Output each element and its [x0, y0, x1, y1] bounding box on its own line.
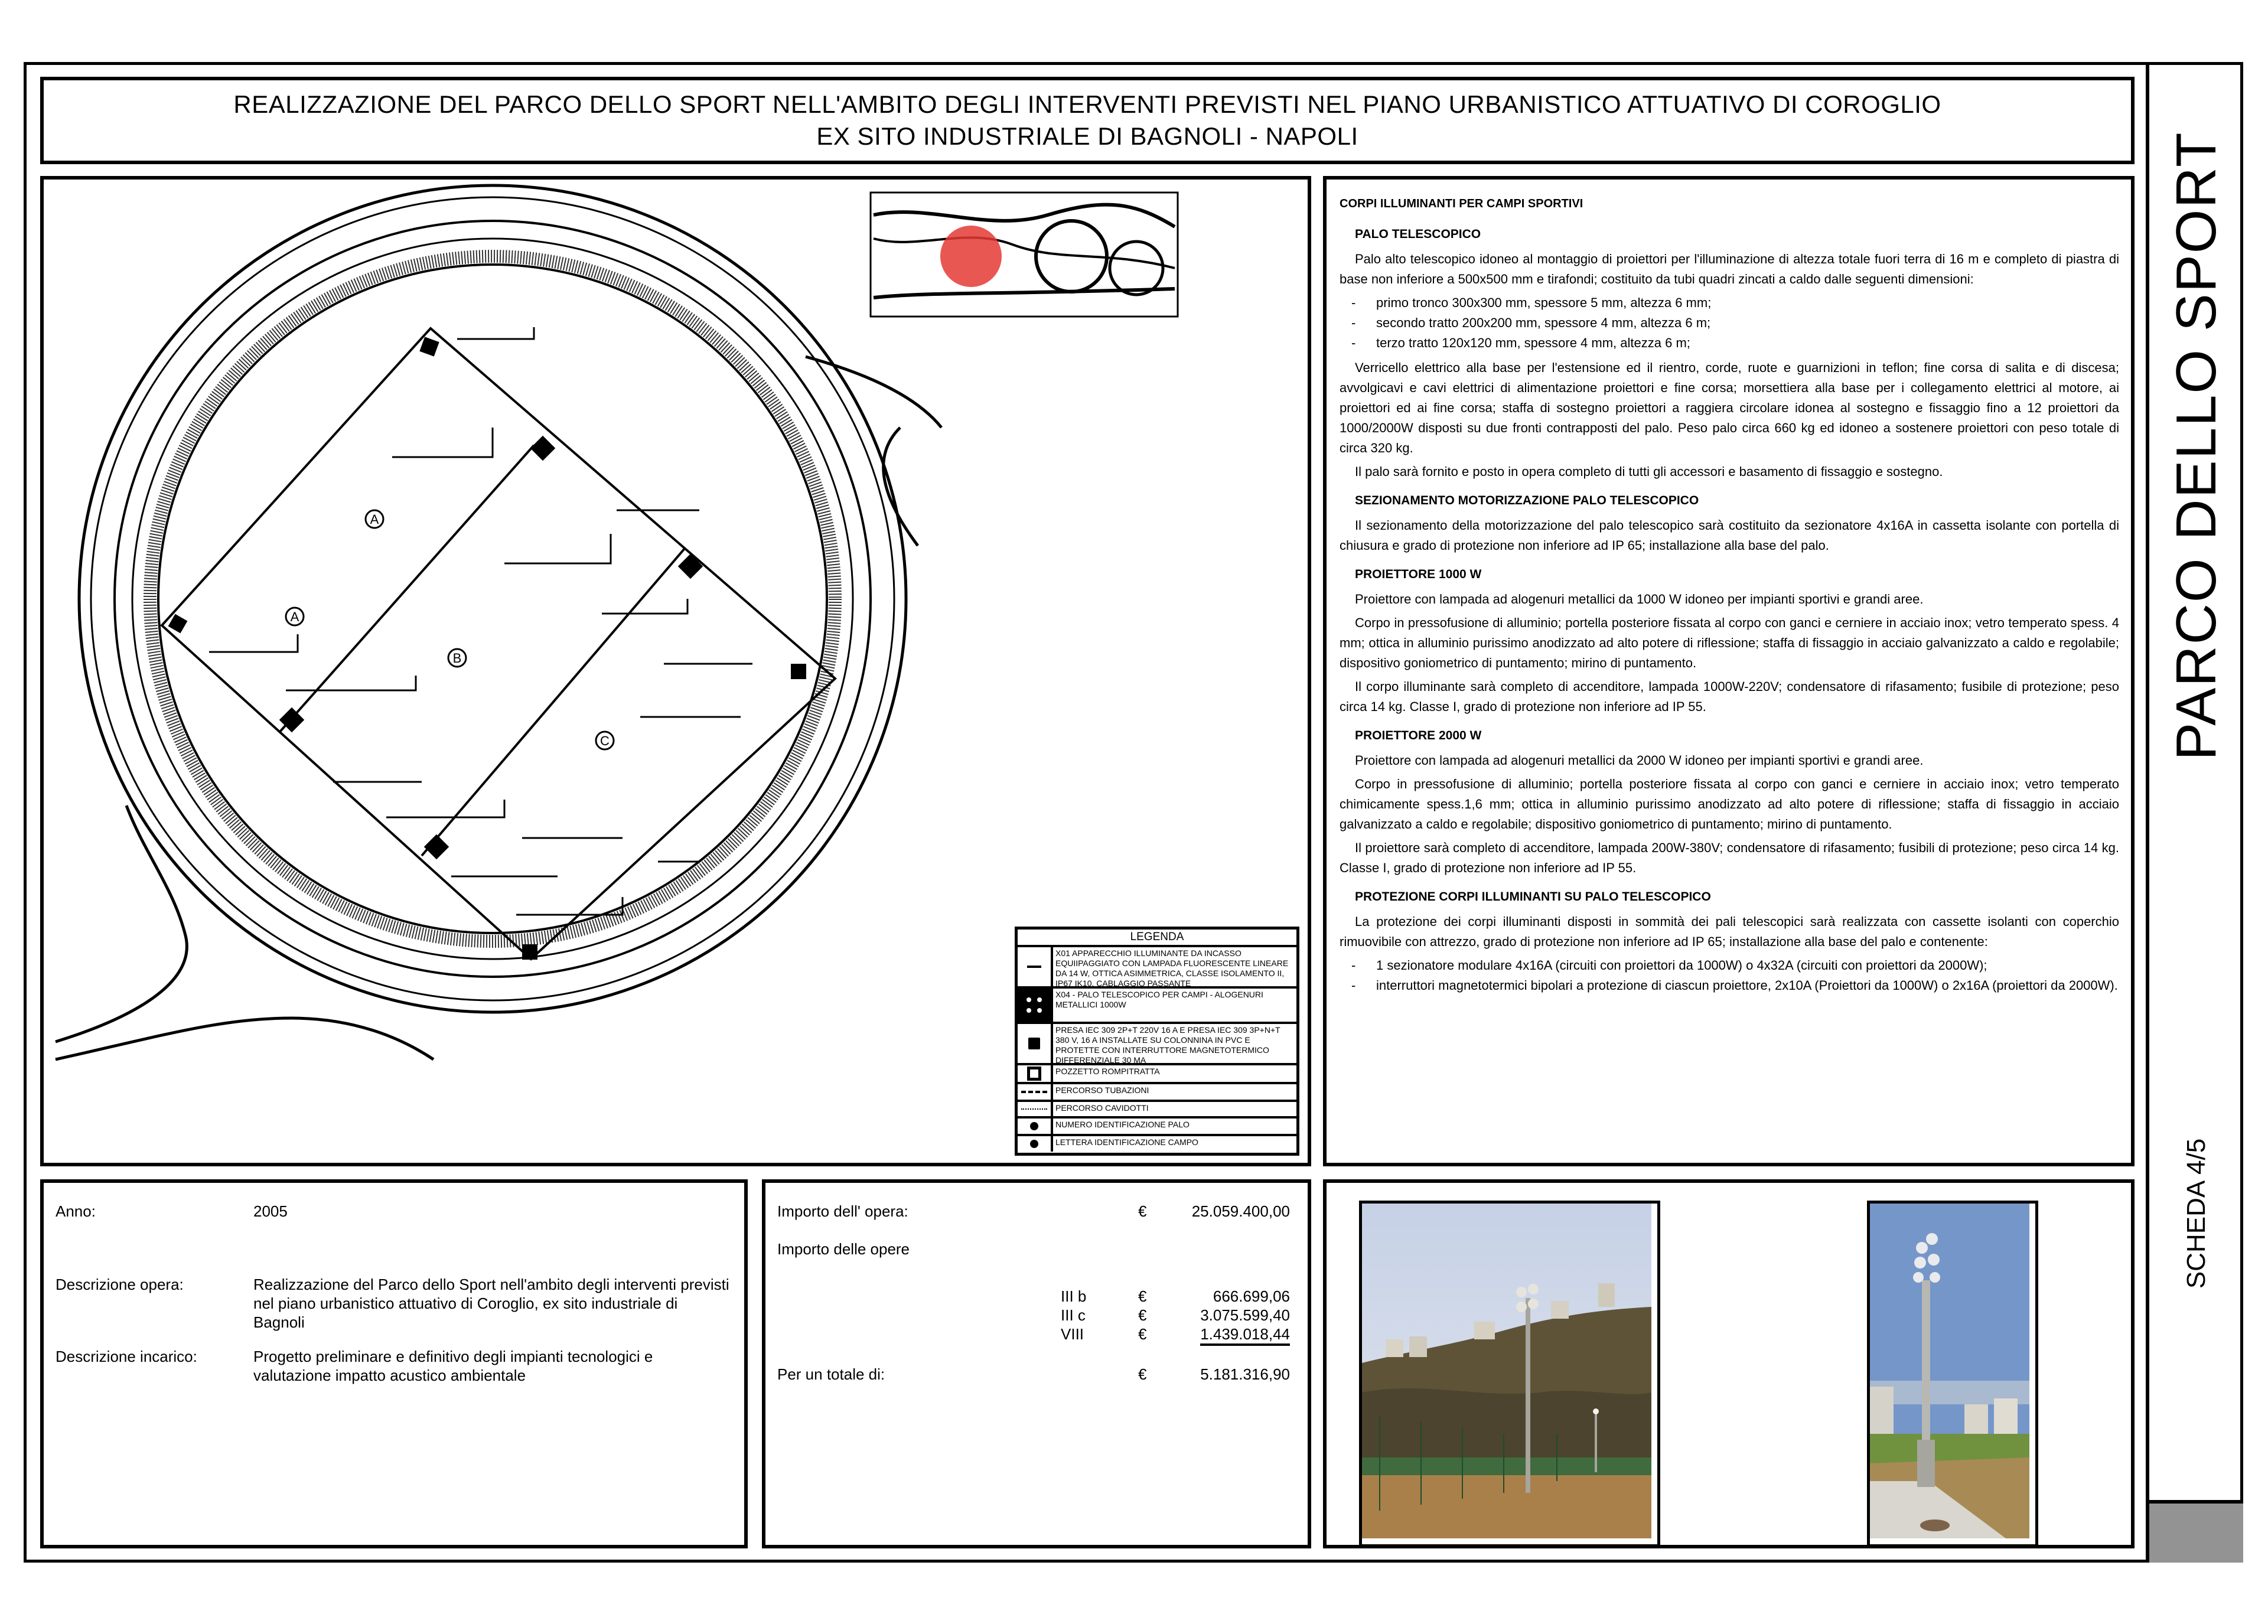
amount-value: 1.439.018,44: [1200, 1325, 1290, 1346]
field-outline: [162, 328, 835, 959]
palo-telescopico-icon: [1027, 997, 1042, 1013]
key-plan-inset: [871, 193, 1178, 317]
list-item: - terzo tratto 120x120 mm, spessore 4 mm, altezza 6 m;: [1340, 333, 2119, 353]
section-heading: SEZIONAMENTO MOTORIZZAZIONE PALO TELESCOPICO: [1355, 494, 1699, 507]
legend-title: LEGENDA: [1018, 930, 1296, 947]
road-left: [56, 806, 187, 1042]
field-label-a1: A: [370, 512, 379, 527]
legend-row: [1018, 1084, 1296, 1102]
lettera-campo-icon: [1030, 1140, 1038, 1148]
field-labels: [286, 510, 614, 749]
field-label-a2: A: [290, 609, 299, 624]
legend-row: [1018, 1024, 1296, 1065]
pole-2: [530, 436, 555, 461]
sheet-number-text: SCHEDA 4/5: [2181, 1138, 2211, 1289]
outer-ring: [79, 185, 906, 1012]
total-value: 5.181.316,90: [1200, 1365, 1290, 1383]
road-top-right: [806, 357, 941, 428]
legend-text: LETTERA IDENTIFICAZIONE CAMPO: [1055, 1137, 1198, 1147]
legend: [1015, 927, 1299, 1156]
presa-icon: [1028, 1038, 1040, 1049]
sheet-number: [2149, 977, 2243, 1450]
legend-row: [1018, 989, 1296, 1024]
legend-row: [1018, 1118, 1296, 1136]
numero-palo-icon: [1030, 1122, 1038, 1130]
opera-value: Realizzazione del Parco dello Sport nell'ambito degli interventi previsti nel piano urbanistico attuativo di Coroglio, ex sito industriale di Bagnoli: [253, 1276, 729, 1331]
section-paragraph: Il palo sarà fornito e posto in opera completo di tutti gli accessori e basamento di fissaggio e sostegno.: [1355, 464, 1943, 479]
photo-2-svg: [1870, 1204, 2029, 1538]
side-title-text: PARCO DELLO SPORT: [2164, 131, 2228, 761]
amount-value: 666.699,06: [1213, 1287, 1290, 1305]
section-paragraph: La protezione dei corpi illuminanti disposti in sommità dei pali telescopici sarà realizzata con cassette isolanti con coperchio rimuovibile con attrezzo, grado di protezione non inferiore ad IP 65; installazione alla base del palo e contenente:: [1340, 914, 2119, 949]
amount-value: 3.075.599,40: [1200, 1306, 1290, 1324]
section-paragraph: Il proiettore sarà completo di accenditore, lampada 200W-380V; condensatore di rifasamento; fusibili di protezione; peso circa 14 kg. Classe I, grado di protezione non inferiore ad IP 55.: [1340, 840, 2119, 875]
legend-row: [1018, 1065, 1296, 1084]
anno-value: 2005: [253, 1202, 288, 1220]
field-label-b: B: [452, 651, 462, 666]
importo-opera-value: 25.059.400,00: [1191, 1202, 1290, 1220]
apparecchio-icon: [1027, 966, 1041, 968]
field-divider-2: [422, 549, 685, 856]
anno-label: Anno:: [56, 1202, 96, 1220]
inner-ring: [158, 265, 827, 933]
legend-row: [1018, 1102, 1296, 1118]
section-paragraph: Corpo in pressofusione di alluminio; portella posteriore fissata al corpo con ganci e cerniere in acciaio inox; vetro temperato chimicamente spess.1,6 mm; ottica in alluminio purissimo anodizzato ad alto potere di riflessione; staffa di fissaggio in acciaio galvanizzato a caldo e regolabile; dispositivo goniometrico di puntamento; mirino di puntamento.: [1340, 777, 2119, 831]
location-marker: [940, 226, 1002, 287]
side-title: [2149, 62, 2243, 830]
info-row-incarico: [56, 1347, 732, 1385]
incarico-value: Progetto preliminare e definitivo degli impianti tecnologici e valutazione impatto acustico ambientale: [253, 1348, 653, 1384]
legend-text: X01 APPARECCHIO ILLUMINANTE DA INCASSO EQUIIPAGGIATO CON LAMPADA FLUORESCENTE LINEARE DA 14 W, OTTICA ASIMMETRICA, CLASSE ISOLAMENTO II, IP67 IK10, CABLAGGIO PASSANTE: [1055, 948, 1289, 988]
section-paragraph: Il corpo illuminante sarà completo di accenditore, lampada 1000W-220V; condensatore di rifasamento; fusibile di protezione; peso circa 14 kg. Classe I, grado di protezione non inferiore ad IP 55.: [1340, 679, 2119, 714]
section-paragraph: Proiettore con lampada ad alogenuri metallici da 2000 W idoneo per impianti sportivi e grandi aree.: [1355, 753, 1924, 768]
legend-text: POZZETTO ROMPITRATTA: [1055, 1067, 1160, 1076]
hatched-ring: [150, 256, 835, 941]
legend-text: PERCORSO TUBAZIONI: [1055, 1085, 1149, 1095]
title-line-2: EX SITO INDUSTRIALE DI BAGNOLI - NAPOLI: [816, 122, 1358, 150]
legend-text: PERCORSO CAVIDOTTI: [1055, 1103, 1149, 1113]
spec-main-heading: CORPI ILLUMINANTI PER CAMPI SPORTIVI: [1340, 197, 1583, 210]
protection-list: [1340, 956, 2119, 996]
info-row-anno: [56, 1202, 732, 1221]
terrace-ring: [115, 221, 871, 977]
project-info-panel: [40, 1179, 748, 1548]
list-item: - primo tronco 300x300 mm, spessore 5 mm, altezza 6 mm;: [1340, 293, 2119, 313]
road-bottom: [56, 1018, 434, 1059]
info-row-opera: [56, 1275, 732, 1332]
side-strip: [2146, 62, 2243, 1563]
pole-1: [419, 337, 439, 356]
total-row: [777, 1365, 1296, 1384]
section-paragraph: Palo alto telescopico idoneo al montaggio di proiettori per l'illuminazione di altezza totale fuori terra di 16 m e completo di piastra di base non inferiore a 500x500 mm e tirafondi; costituito da tubi quadri zincati a caldo dalle seguenti dimensioni:: [1340, 252, 2119, 286]
list-item: - 1 sezionatore modulare 4x16A (circuiti con proiettori da 1000W) o 4x32A (circuiti con proiettori da 2000W);: [1340, 956, 2119, 976]
currency-symbol: €: [1138, 1287, 1147, 1305]
pole-7: [424, 834, 449, 859]
photos-panel: [1323, 1179, 2135, 1548]
list-item: - secondo tratto 200x200 mm, spessore 4 mm, altezza 6 m;: [1340, 313, 2119, 333]
section-heading: PROIETTORE 2000 W: [1355, 729, 1482, 742]
currency-symbol: €: [1138, 1306, 1147, 1324]
section-heading: PALO TELESCOPICO: [1355, 227, 1481, 241]
incarico-label: Descrizione incarico:: [56, 1348, 197, 1365]
photo-field-hillside: [1359, 1201, 1660, 1547]
importo-opere-row: [777, 1240, 1296, 1258]
field-divider-1: [280, 445, 534, 732]
photo-pole-close: [1867, 1201, 2038, 1547]
importo-opera-label: Importo dell' opera:: [777, 1202, 908, 1220]
photo-1-svg: [1362, 1204, 1651, 1538]
legend-row: [1018, 1136, 1296, 1152]
amount-item-row: [777, 1306, 1296, 1325]
pole-4: [791, 664, 806, 679]
legend-text: X04 - PALO TELESCOPICO PER CAMPI - ALOGENURI METALLICI 1000W: [1055, 990, 1263, 1009]
opera-label: Descrizione opera:: [56, 1276, 184, 1293]
currency-symbol: €: [1138, 1365, 1147, 1383]
pozzetto-icon: [1027, 1067, 1041, 1081]
cavidotti-line-icon: [1021, 1108, 1047, 1110]
amount-item-row: [777, 1287, 1296, 1306]
currency-symbol: €: [1138, 1325, 1147, 1343]
site-plan-drawing: [40, 176, 1311, 1166]
tubazioni-line-icon: [1021, 1091, 1047, 1093]
section-paragraph: Proiettore con lampada ad alogenuri metallici da 1000 W idoneo per impianti sportivi e grandi aree.: [1355, 592, 1924, 606]
currency-symbol: €: [1138, 1202, 1147, 1220]
title-block: [40, 77, 2135, 164]
list-item: - interruttori magnetotermici bipolari a protezione di ciascun proiettore, 2x10A (Proiettori da 1000W) o 2x16A (proiettori da 2000W).: [1340, 976, 2119, 996]
amount-category: III b: [1061, 1287, 1087, 1305]
amounts-panel: [762, 1179, 1311, 1548]
specification-panel: [1323, 176, 2135, 1166]
field-label-c: C: [600, 733, 610, 748]
legend-row: [1018, 947, 1296, 989]
amount-category: VIII: [1061, 1325, 1084, 1343]
pole-8: [522, 944, 537, 960]
outer-ring-2: [91, 197, 894, 1000]
legend-text: PRESA IEC 309 2P+T 220V 16 A E PRESA IEC 309 3P+N+T 380 V, 16 A INSTALLATE SU COLONNINA IN PVC E PROTETTE CON INTERRUTTORE MAGNETOTERMICO DIFFERENZIALE 30 MA: [1055, 1025, 1280, 1065]
section-paragraph: Verricello elettrico alla base per l'estensione ed il rientro, corde, ruote e guarnizioni in teflon; fine corsa di salita e di discesa; avvolgicavi e cavi elettrici di alimentazione proiettori e fine corsa; morsettiera alla base per i collegamento elettrici al motore, ai proiettori ed ai fine corsa; staffa di sostegno proiettori a raggiera circolare idonea al sostegno e fissaggio fino a 12 proiettori da 1000/2000W disposti su due fronti contrapposti del palo. Peso palo circa 660 kg ed idoneo a sostenere proiettori con peso totale di circa 320 kg.: [1340, 360, 2119, 455]
section-paragraph: Corpo in pressofusione di alluminio; portella posteriore fissata al corpo con ganci e cerniere in acciaio inox; vetro temperato spess. 4 mm; ottica in alluminio purissimo anodizzato ad alto potere di riflessione; staffa di fissaggio in acciaio galvanizzato a caldo e regolabile; dispositivo goniometrico di puntamento; mirino di puntamento.: [1340, 615, 2119, 670]
section-heading: PROIETTORE 1000 W: [1355, 568, 1482, 581]
section-heading: PROTEZIONE CORPI ILLUMINANTI SU PALO TELESCOPICO: [1355, 890, 1711, 904]
amount-item-row: [777, 1325, 1296, 1343]
light-poles: [168, 337, 806, 960]
gray-block: [2149, 1500, 2243, 1563]
pole-3: [678, 554, 703, 579]
amount-category: III c: [1061, 1306, 1086, 1324]
section-paragraph: Il sezionamento della motorizzazione del palo telescopico sarà costituito da sezionatore 4x16A in cassetta isolante con portella di chiusura e grado di protezione non inferiore ad IP 65; installazione alla base del palo.: [1340, 518, 2119, 553]
importo-opere-label: Importo delle opere: [777, 1240, 910, 1258]
importo-opera-row: [777, 1202, 1296, 1221]
title-line-1: REALIZZAZIONE DEL PARCO DELLO SPORT NELL'AMBITO DEGLI INTERVENTI PREVISTI NEL PIANO URBANISTICO ATTUATIVO DI COROGLIO: [233, 90, 1941, 118]
dimension-list: [1340, 293, 2119, 353]
total-label: Per un totale di:: [777, 1365, 885, 1383]
legend-text: NUMERO IDENTIFICAZIONE PALO: [1055, 1120, 1190, 1129]
